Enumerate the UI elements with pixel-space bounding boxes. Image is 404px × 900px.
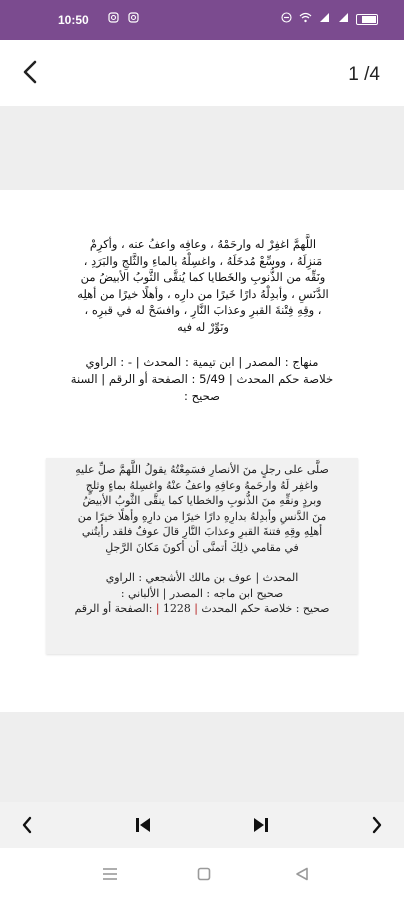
card-line: أهلِهِ وقِهِ فتنةَ القبرِ وعذابَ النَّارِ قالَ عوفٌ فلقد رأيتُني [81, 525, 323, 539]
system-back-button[interactable] [290, 862, 314, 886]
separator: | [155, 602, 160, 616]
card-line: منَ الدَّنسِ وأبدِلهُ بدارِهِ دارًا خيرًا من دارِهِ وأهلًا خيرًا من [77, 509, 327, 523]
app-bar [0, 40, 404, 106]
card-hadith-text [52, 462, 352, 556]
notification-icons [108, 12, 145, 26]
status-right-icons [277, 12, 378, 26]
status-bar [0, 0, 404, 40]
card-meta-line: المحدث | عوف بن مالك الأشجعي : الراوي [105, 571, 299, 584]
hadith-line: ، وقِهِ فِتْنةَ القبرِ وعذابَ النَّارِ ، وافسَحْ له في قبرِه ، [84, 303, 322, 317]
home-button[interactable] [192, 862, 216, 886]
next-page-button[interactable] [362, 810, 392, 840]
last-page-button[interactable] [246, 810, 276, 840]
chevron-right-icon [371, 816, 383, 834]
chevron-left-icon [21, 816, 33, 834]
card-line: واغفِر لَهُ وارحَمهُ وعافِهِ واعفُ عنْهُ واغسِلهُ بماءٍ وثلجٍ [85, 478, 319, 492]
card-page-label: :الصفحة أو الرقم [74, 602, 156, 616]
card-number: 1228 [159, 602, 195, 616]
card-meta-line: صحيح ابن ماجه : المصدر | الألباني : [120, 586, 284, 600]
signal-icon [319, 12, 333, 26]
hadith-line: الدَّنَسِ ، وأبدِلْهُ دارًا خَيرًا من دارِه ، وأهلًا خيرًا من أهلِه [77, 286, 329, 301]
skip-last-icon [252, 816, 270, 834]
first-page-button[interactable] [128, 810, 158, 840]
top-spacer [0, 106, 404, 190]
related-hadith-card [46, 458, 358, 654]
card-source [52, 570, 352, 617]
hadith-line: ونَوِّرْ له فيه [177, 319, 229, 334]
menu-lines-icon [102, 867, 118, 881]
pager-nav [0, 802, 404, 848]
previous-page-button[interactable] [12, 810, 42, 840]
back-button[interactable] [10, 52, 50, 92]
hadith-line: مَنزِلَهُ ، ووسِّعْ مُدخَلَهُ ، واغسِلْهُ بالماءِ والثَّلجِ والبَرَدِ ، [83, 253, 323, 268]
card-grade-label: صحيح : خلاصة حكم المحدث [197, 602, 330, 616]
source-line: صحيح : [184, 389, 220, 403]
instagram-icon [128, 12, 139, 26]
hadith-text [46, 236, 360, 335]
hadith-line: ونَقِّه من الذُّنوبِ والخَطايا كما يُنقَّى الثَّوبُ الأبيضُ من [80, 270, 326, 284]
signal-icon [338, 12, 352, 26]
status-time: 10:50 [58, 13, 89, 27]
chevron-left-icon [22, 60, 38, 84]
recent-apps-button[interactable] [98, 862, 122, 886]
card-line: صلَّى على رجلٍ منَ الأنصارِ فسَمِعْتُهُ يقولُ اللَّهمَّ صلِّ عليهِ [75, 463, 329, 476]
battery-icon [356, 14, 378, 25]
bottom-spacer [0, 712, 404, 802]
triangle-back-icon [295, 867, 309, 881]
card-meta-line [52, 601, 352, 617]
separator: | [194, 602, 198, 616]
card-line: في مقامي ذلِكَ أتمنَّى أن أكونَ مَكانَ الرَّجلِ [105, 540, 299, 554]
source-line: منهاج : المصدر | ابن تيمية : المحدث | - : الراوي [85, 355, 319, 369]
page-indicator: 1 /4 [348, 64, 380, 85]
square-icon [197, 867, 211, 881]
source-line: خلاصة حكم المحدث | 5/49 : الصفحة أو الرقم | السنة [70, 372, 334, 386]
card-line: وبردٍ ونقِّهِ منَ الذُّنوبِ والخطايا كما ينقَّى الثَّوبُ الأبيضُ [82, 494, 322, 508]
system-nav-bar [0, 848, 404, 900]
hadith-content [0, 190, 404, 712]
instagram-icon [108, 12, 122, 26]
wifi-icon [299, 12, 315, 26]
hadith-line: اللَّهمَّ اغفِرْ له وارحَمْهُ ، وعافِه واعفُ عنه ، وأكرِمْ [89, 237, 317, 251]
do-not-disturb-icon [281, 12, 295, 26]
hadith-source [44, 354, 360, 405]
skip-first-icon [134, 816, 152, 834]
